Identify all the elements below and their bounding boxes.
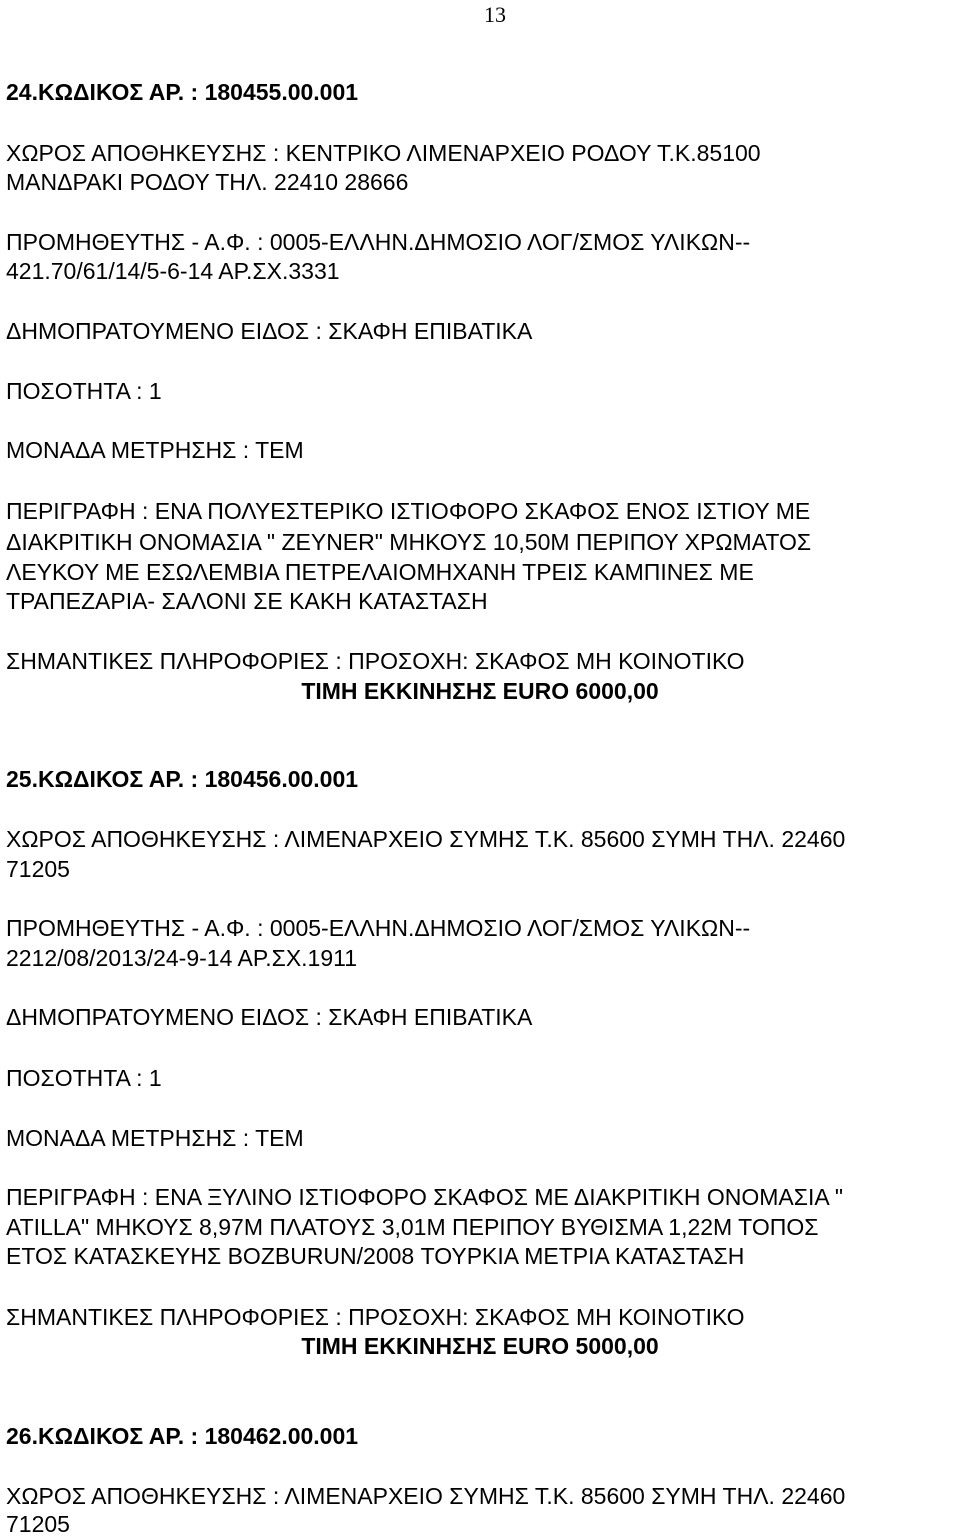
starting-price: ΤΙΜΗ ΕΚΚΙΝΗΣΗΣ EURO 5000,00 bbox=[301, 1333, 659, 1359]
item-quantity: ΠΟΣΟΤΗΤΑ : 1 bbox=[6, 378, 162, 404]
storage-location-line: ΧΩΡΟΣ ΑΠΟΘΗΚΕΥΣΗΣ : ΚΕΝΤΡΙΚΟ ΛΙΜΕΝΑΡΧΕΙΟ ΡΟΔΟΥ Τ.Κ.85100 bbox=[6, 140, 761, 166]
item-code: 26.ΚΩΔΙΚΟΣ ΑΡ. : 180462.00.001 bbox=[6, 1423, 359, 1449]
supplier-line: ΠΡΟΜΗΘΕΥΤΗΣ - Α.Φ. : 0005-ΕΛΛΗΝ.ΔΗΜΟΣΙΟ ΛΟΓ/ΣΜΟΣ ΥΛΙΚΩΝ-- bbox=[6, 229, 751, 255]
item-unit: ΜΟΝΑΔΑ ΜΕΤΡΗΣΗΣ : ΤΕΜ bbox=[6, 437, 304, 463]
description-line: ΠΕΡΙΓΡΑΦΗ : ΕΝΑ ΠΟΛΥΕΣΤΕΡΙΚΟ ΙΣΤΙΟΦΟΡΟ ΣΚΑΦΟΣ ΕΝΟΣ ΙΣΤΙΟΥ ΜΕ bbox=[6, 498, 811, 524]
item-code: 24.ΚΩΔΙΚΟΣ ΑΡ. : 180455.00.001 bbox=[6, 79, 359, 105]
description-line: ATILLA" ΜΗΚΟΥΣ 8,97Μ ΠΛΑΤΟΥΣ 3,01Μ ΠΕΡΙΠΟΥ ΒΥΘΙΣΜΑ 1,22Μ ΤΟΠΟΣ bbox=[6, 1214, 819, 1240]
page-number: 13 bbox=[484, 2, 506, 27]
storage-location-line: 71205 bbox=[6, 856, 70, 882]
item-code: 25.ΚΩΔΙΚΟΣ ΑΡ. : 180456.00.001 bbox=[6, 766, 359, 792]
description-line: ΛΕΥΚΟΥ ΜΕ ΕΣΩΛΕΜΒΙΑ ΠΕΤΡΕΛΑΙΟΜΗΧΑΝΗ ΤΡΕΙΣ ΚΑΜΠΙΝΕΣ ΜΕ bbox=[6, 559, 754, 585]
starting-price: ΤΙΜΗ ΕΚΚΙΝΗΣΗΣ EURO 6000,00 bbox=[301, 678, 659, 704]
storage-location-line: ΜΑΝΔΡΑΚΙ ΡΟΔΟΥ ΤΗΛ. 22410 28666 bbox=[6, 169, 409, 195]
item-category: ΔΗΜΟΠΡΑΤΟΥΜΕΝΟ ΕΙΔΟΣ : ΣΚΑΦΗ ΕΠΙΒΑΤΙΚΑ bbox=[6, 1004, 533, 1030]
item-unit: ΜΟΝΑΔΑ ΜΕΤΡΗΣΗΣ : ΤΕΜ bbox=[6, 1125, 304, 1151]
storage-location-line: ΧΩΡΟΣ ΑΠΟΘΗΚΕΥΣΗΣ : ΛΙΜΕΝΑΡΧΕΙΟ ΣΥΜΗΣ Τ.Κ. 85600 ΣΥΜΗ ΤΗΛ. 22460 bbox=[6, 1483, 846, 1509]
item-category: ΔΗΜΟΠΡΑΤΟΥΜΕΝΟ ΕΙΔΟΣ : ΣΚΑΦΗ ΕΠΙΒΑΤΙΚΑ bbox=[6, 318, 533, 344]
supplier-line: 421.70/61/14/5-6-14 ΑΡ.ΣΧ.3331 bbox=[6, 258, 340, 284]
description-line: ΔΙΑΚΡΙΤΙΚΗ ΟΝΟΜΑΣΙΑ " ΖΕΥΝΕR" ΜΗΚΟΥΣ 10,50Μ ΠΕΡΙΠΟΥ ΧΡΩΜΑΤΟΣ bbox=[6, 529, 812, 555]
supplier-line: ΠΡΟΜΗΘΕΥΤΗΣ - Α.Φ. : 0005-ΕΛΛΗΝ.ΔΗΜΟΣΙΟ ΛΟΓ/ΣΜΟΣ ΥΛΙΚΩΝ-- bbox=[6, 915, 751, 941]
description-line: ΤΡΑΠΕΖΑΡΙΑ- ΣΑΛΟΝΙ ΣΕ ΚΑΚΗ ΚΑΤΑΣΤΑΣΗ bbox=[6, 588, 488, 614]
storage-location-line: 71205 bbox=[6, 1511, 70, 1537]
supplier-line: 2212/08/2013/24-9-14 ΑΡ.ΣΧ.1911 bbox=[6, 945, 358, 971]
item-quantity: ΠΟΣΟΤΗΤΑ : 1 bbox=[6, 1065, 162, 1091]
storage-location-line: ΧΩΡΟΣ ΑΠΟΘΗΚΕΥΣΗΣ : ΛΙΜΕΝΑΡΧΕΙΟ ΣΥΜΗΣ Τ.Κ. 85600 ΣΥΜΗ ΤΗΛ. 22460 bbox=[6, 826, 846, 852]
description-line: ΠΕΡΙΓΡΑΦΗ : ΕΝΑ ΞΥΛΙΝΟ ΙΣΤΙΟΦΟΡΟ ΣΚΑΦΟΣ ΜΕ ΔΙΑΚΡΙΤΙΚΗ ΟΝΟΜΑΣΙΑ " bbox=[6, 1184, 844, 1210]
important-notes: ΣΗΜΑΝΤΙΚΕΣ ΠΛΗΡΟΦΟΡΙΕΣ : ΠΡΟΣΟΧΗ: ΣΚΑΦΟΣ ΜΗ ΚΟΙΝΟΤΙΚΟ bbox=[6, 1304, 745, 1330]
description-line: ΕΤΟΣ ΚΑΤΑΣΚΕΥΗΣ BOZBURUN/2008 ΤΟΥΡΚΙΑ ΜΕΤΡΙΑ ΚΑΤΑΣΤΑΣΗ bbox=[6, 1243, 745, 1269]
important-notes: ΣΗΜΑΝΤΙΚΕΣ ΠΛΗΡΟΦΟΡΙΕΣ : ΠΡΟΣΟΧΗ: ΣΚΑΦΟΣ ΜΗ ΚΟΙΝΟΤΙΚΟ bbox=[6, 648, 745, 674]
